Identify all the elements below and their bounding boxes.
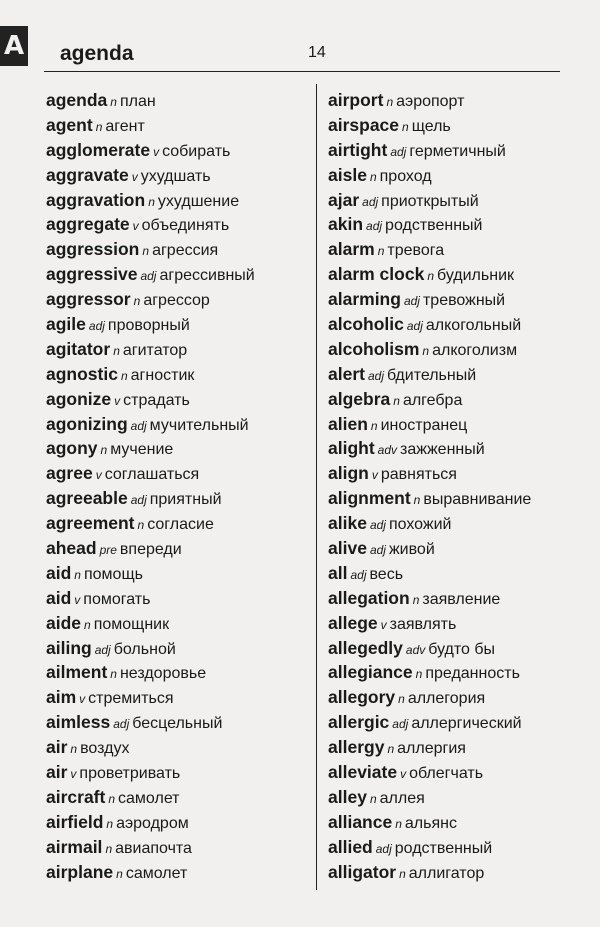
headword: algebra xyxy=(328,388,391,409)
dictionary-entry xyxy=(46,412,255,437)
translation: алкоголизм xyxy=(432,341,518,359)
part-of-speech: n xyxy=(133,294,141,309)
part-of-speech: n xyxy=(113,343,120,358)
translation: согласие xyxy=(147,516,214,534)
part-of-speech: v xyxy=(380,617,387,632)
translation: живой xyxy=(388,541,435,559)
part-of-speech: adj xyxy=(88,319,105,334)
part-of-speech: v xyxy=(114,393,121,408)
part-of-speech: n xyxy=(100,443,108,458)
headword: alligator xyxy=(328,861,397,882)
translation: агитатор xyxy=(122,341,188,359)
dictionary-entry xyxy=(328,710,531,735)
part-of-speech: n xyxy=(148,194,155,209)
translation: родственный xyxy=(394,839,493,857)
dictionary-entry xyxy=(328,188,531,213)
translation: зажженный xyxy=(400,441,485,459)
headword: aggravate xyxy=(46,164,129,185)
guide-word: agenda xyxy=(60,42,134,65)
translation: весь xyxy=(369,565,404,583)
translation: мучение xyxy=(110,441,174,459)
dictionary-entry xyxy=(46,511,255,536)
translation: проветривать xyxy=(79,765,181,783)
translation: агрессия xyxy=(152,242,219,260)
headword: agent xyxy=(46,114,93,135)
headword: aid xyxy=(46,562,72,583)
part-of-speech: v xyxy=(131,169,138,184)
headword: airplane xyxy=(46,861,114,882)
part-of-speech: adj xyxy=(350,567,367,582)
dictionary-entry xyxy=(46,337,255,362)
dictionary-entry xyxy=(328,860,531,885)
translation: щель xyxy=(411,117,451,135)
translation: впереди xyxy=(119,541,182,559)
dictionary-entry xyxy=(328,237,531,262)
headword: allegory xyxy=(328,687,396,708)
dictionary-entry xyxy=(46,760,255,785)
column-divider xyxy=(316,84,317,890)
headword: alcoholic xyxy=(328,314,404,335)
translation: помощь xyxy=(83,565,143,583)
headword: airspace xyxy=(328,114,400,135)
headword: aimless xyxy=(46,712,111,733)
headword: aim xyxy=(46,687,77,708)
headword: aisle xyxy=(328,164,367,185)
headword: alike xyxy=(328,513,367,534)
headword: agonizing xyxy=(46,413,128,434)
dictionary-entry xyxy=(328,212,531,237)
translation: ухудшать xyxy=(140,167,211,185)
dictionary-entry xyxy=(328,611,531,636)
dictionary-entry xyxy=(328,561,531,586)
part-of-speech: n xyxy=(110,667,117,682)
dictionary-entry xyxy=(46,436,255,461)
headword: alignment xyxy=(328,488,411,509)
headword: allergic xyxy=(328,712,390,733)
translation: помогать xyxy=(83,590,151,608)
part-of-speech: n xyxy=(116,866,123,881)
translation: герметичный xyxy=(409,142,506,160)
headword: alive xyxy=(328,538,367,559)
dictionary-entry xyxy=(328,735,531,760)
page-number: 14 xyxy=(308,44,326,61)
headword: alien xyxy=(328,413,368,434)
translation: помощник xyxy=(93,615,170,633)
dictionary-entry xyxy=(46,835,255,860)
part-of-speech: v xyxy=(132,219,139,234)
dictionary-entry xyxy=(328,810,531,835)
headword: ahead xyxy=(46,538,97,559)
dictionary-entry xyxy=(46,188,255,213)
translation: агент xyxy=(105,117,145,135)
translation: тревожный xyxy=(422,292,506,310)
dictionary-entry xyxy=(328,163,531,188)
headword: aggressive xyxy=(46,264,138,285)
translation: аллергический xyxy=(411,715,522,733)
headword: alcoholism xyxy=(328,338,420,359)
part-of-speech: adj xyxy=(94,642,111,657)
dictionary-entry xyxy=(46,287,255,312)
part-of-speech: adj xyxy=(375,841,392,856)
translation: авиапочта xyxy=(115,839,192,857)
headword: aggregate xyxy=(46,214,130,235)
translation: больной xyxy=(113,640,176,658)
part-of-speech: n xyxy=(95,119,103,134)
dictionary-entry xyxy=(46,486,255,511)
translation: воздух xyxy=(80,740,130,758)
part-of-speech: n xyxy=(137,518,145,533)
translation: приоткрытый xyxy=(381,192,479,210)
part-of-speech: n xyxy=(377,244,385,259)
part-of-speech: n xyxy=(387,742,395,757)
part-of-speech: adj xyxy=(130,493,147,508)
headword: allergy xyxy=(328,737,385,758)
part-of-speech: n xyxy=(386,95,394,109)
translation: будильник xyxy=(437,267,514,285)
headword: allegation xyxy=(328,587,410,608)
part-of-speech: n xyxy=(412,592,420,607)
headword: alarming xyxy=(328,289,401,310)
headword: aircraft xyxy=(46,786,106,807)
part-of-speech: n xyxy=(369,169,377,184)
headword: akin xyxy=(328,214,364,235)
headword: allege xyxy=(328,612,378,633)
translation: объединять xyxy=(141,217,230,235)
part-of-speech: n xyxy=(105,841,113,856)
dictionary-entry xyxy=(46,611,255,636)
part-of-speech: v xyxy=(371,468,378,483)
part-of-speech: v xyxy=(79,692,86,707)
dictionary-entry xyxy=(46,212,255,237)
headword: alight xyxy=(328,438,375,459)
part-of-speech: v xyxy=(70,767,77,782)
dictionary-entry xyxy=(328,636,531,661)
headword: ailment xyxy=(46,662,108,683)
dictionary-entry xyxy=(328,262,531,287)
part-of-speech: adv xyxy=(377,443,398,458)
translation: алгебра xyxy=(402,391,463,409)
translation: ухудшение xyxy=(157,192,240,210)
header-rule xyxy=(44,71,560,72)
part-of-speech: n xyxy=(370,418,378,433)
dictionary-entry xyxy=(46,561,255,586)
translation: бесцельный xyxy=(132,715,223,733)
headword: air xyxy=(46,737,68,758)
dictionary-entry xyxy=(46,461,255,486)
headword: agreement xyxy=(46,513,135,534)
dictionary-entry xyxy=(328,685,531,710)
part-of-speech: n xyxy=(393,393,400,408)
part-of-speech: n xyxy=(74,567,81,582)
translation: аллигатор xyxy=(408,864,485,882)
part-of-speech: n xyxy=(110,95,117,109)
part-of-speech: n xyxy=(422,343,430,358)
headword: aggravation xyxy=(46,189,146,210)
translation: равняться xyxy=(380,466,457,484)
headword: airport xyxy=(328,90,384,110)
part-of-speech: n xyxy=(398,692,405,707)
translation: приятный xyxy=(149,491,222,509)
headword: allegedly xyxy=(328,637,403,658)
headword: all xyxy=(328,562,348,583)
part-of-speech: adj xyxy=(392,717,409,732)
headword: aide xyxy=(46,612,82,633)
translation: страдать xyxy=(123,391,190,409)
translation: тревога xyxy=(387,242,445,260)
part-of-speech: v xyxy=(400,767,407,782)
part-of-speech: adj xyxy=(403,294,420,309)
dictionary-entry xyxy=(328,362,531,387)
part-of-speech: n xyxy=(369,791,377,806)
part-of-speech: adj xyxy=(362,194,379,209)
part-of-speech: v xyxy=(74,592,81,607)
dictionary-entry xyxy=(328,511,531,536)
headword: agitator xyxy=(46,338,111,359)
dictionary-entry xyxy=(328,412,531,437)
headword: aggression xyxy=(46,239,140,260)
dictionary-entry xyxy=(328,312,531,337)
translation: аллея xyxy=(379,789,425,807)
dictionary-entry xyxy=(46,262,255,287)
dictionary-entry xyxy=(328,88,531,113)
headword: allegiance xyxy=(328,662,413,683)
part-of-speech: adj xyxy=(390,144,407,159)
translation: похожий xyxy=(388,516,452,534)
part-of-speech: v xyxy=(153,144,160,159)
dictionary-entry xyxy=(46,735,255,760)
dictionary-entry xyxy=(328,461,531,486)
part-of-speech: v xyxy=(95,468,102,483)
part-of-speech: adj xyxy=(369,543,386,558)
right-column xyxy=(328,88,531,885)
headword: agile xyxy=(46,314,86,335)
headword: agnostic xyxy=(46,363,118,384)
translation: проворный xyxy=(107,317,190,335)
translation: самолет xyxy=(118,789,180,807)
headword: align xyxy=(328,463,369,484)
headword: airfield xyxy=(46,811,104,832)
dictionary-entry xyxy=(46,860,255,885)
dictionary-entry xyxy=(46,685,255,710)
dictionary-entry xyxy=(46,660,255,685)
dictionary-entry xyxy=(46,586,255,611)
part-of-speech: n xyxy=(108,791,116,806)
translation: аэропорт xyxy=(396,93,465,110)
dictionary-entry xyxy=(328,138,531,163)
dictionary-entry xyxy=(328,486,531,511)
dictionary-entry xyxy=(46,785,255,810)
translation: бдительный xyxy=(386,366,477,384)
dictionary-entry xyxy=(46,163,255,188)
translation: агностик xyxy=(130,366,195,384)
part-of-speech: n xyxy=(70,742,78,757)
part-of-speech: adj xyxy=(406,319,423,334)
headword: alarm clock xyxy=(328,264,425,285)
dictionary-entry xyxy=(46,113,255,138)
part-of-speech: adj xyxy=(366,219,383,234)
translation: мучительный xyxy=(149,416,249,434)
dictionary-entry xyxy=(328,436,531,461)
headword: ajar xyxy=(328,189,360,210)
part-of-speech: adj xyxy=(113,717,130,732)
part-of-speech: n xyxy=(415,667,423,682)
headword: ailing xyxy=(46,637,92,658)
part-of-speech: n xyxy=(427,269,434,284)
headword: alert xyxy=(328,363,365,384)
translation: аллегория xyxy=(407,690,486,708)
dictionary-entry xyxy=(46,237,255,262)
part-of-speech: n xyxy=(142,244,150,259)
headword: alliance xyxy=(328,811,393,832)
translation: будто бы xyxy=(428,640,496,658)
part-of-speech: n xyxy=(120,368,128,383)
dictionary-entry xyxy=(328,536,531,561)
dictionary-entry xyxy=(328,337,531,362)
dictionary-entry xyxy=(46,138,255,163)
dictionary-entry xyxy=(46,636,255,661)
dictionary-entry xyxy=(328,760,531,785)
part-of-speech: n xyxy=(413,493,421,508)
part-of-speech: adj xyxy=(367,368,384,383)
translation: альянс xyxy=(404,814,457,832)
headword: alley xyxy=(328,786,367,807)
dictionary-entry xyxy=(328,113,531,138)
translation: агрессор xyxy=(143,292,210,310)
headword: agony xyxy=(46,438,98,459)
headword: agreeable xyxy=(46,488,128,509)
part-of-speech: adj xyxy=(140,269,157,284)
dictionary-entry xyxy=(328,660,531,685)
dictionary-entry xyxy=(46,387,255,412)
headword: airmail xyxy=(46,836,103,857)
dictionary-entry xyxy=(328,387,531,412)
headword: allied xyxy=(328,836,373,857)
translation: родственный xyxy=(385,217,483,235)
dictionary-entry xyxy=(46,88,255,113)
part-of-speech: n xyxy=(84,617,91,632)
headword: air xyxy=(46,762,68,783)
dictionary-entry xyxy=(328,785,531,810)
dictionary-entry xyxy=(328,835,531,860)
translation: выравнивание xyxy=(423,491,532,509)
translation: проход xyxy=(379,167,432,185)
dictionary-entry xyxy=(46,536,255,561)
headword: aid xyxy=(46,587,72,608)
headword: airtight xyxy=(328,139,388,160)
headword: alarm xyxy=(328,239,375,260)
translation: иностранец xyxy=(380,416,468,434)
translation: план xyxy=(119,93,156,110)
translation: алкогольный xyxy=(425,317,522,335)
part-of-speech: n xyxy=(399,866,406,881)
translation: соглашаться xyxy=(104,466,200,484)
translation: преданность xyxy=(425,665,520,683)
translation: заявлять xyxy=(389,615,457,633)
headword: agree xyxy=(46,463,93,484)
dictionary-entry xyxy=(46,810,255,835)
part-of-speech: pre xyxy=(99,543,117,558)
part-of-speech: adj xyxy=(369,518,386,533)
section-letter-tab: A xyxy=(0,26,28,66)
headword: aggressor xyxy=(46,289,131,310)
left-column xyxy=(46,88,255,885)
headword: alleviate xyxy=(328,762,398,783)
translation: аллергия xyxy=(397,740,466,758)
translation: агрессивный xyxy=(159,267,255,285)
part-of-speech: adv xyxy=(405,642,426,657)
headword: agglomerate xyxy=(46,139,151,160)
dictionary-entry xyxy=(328,287,531,312)
part-of-speech: adj xyxy=(130,418,147,433)
translation: стремиться xyxy=(88,690,174,708)
dictionary-entry xyxy=(328,586,531,611)
part-of-speech: n xyxy=(402,119,409,134)
part-of-speech: n xyxy=(106,816,114,831)
translation: собирать xyxy=(162,142,231,160)
dictionary-entry xyxy=(46,710,255,735)
dictionary-entry xyxy=(46,312,255,337)
translation: заявление xyxy=(422,590,501,608)
part-of-speech: n xyxy=(395,816,402,831)
translation: облегчать xyxy=(409,765,484,783)
translation: аэродром xyxy=(116,814,189,832)
headword: agonize xyxy=(46,388,112,409)
dictionary-entry xyxy=(46,362,255,387)
translation: нездоровье xyxy=(119,665,207,683)
headword: agenda xyxy=(46,90,108,110)
translation: самолет xyxy=(125,864,188,882)
